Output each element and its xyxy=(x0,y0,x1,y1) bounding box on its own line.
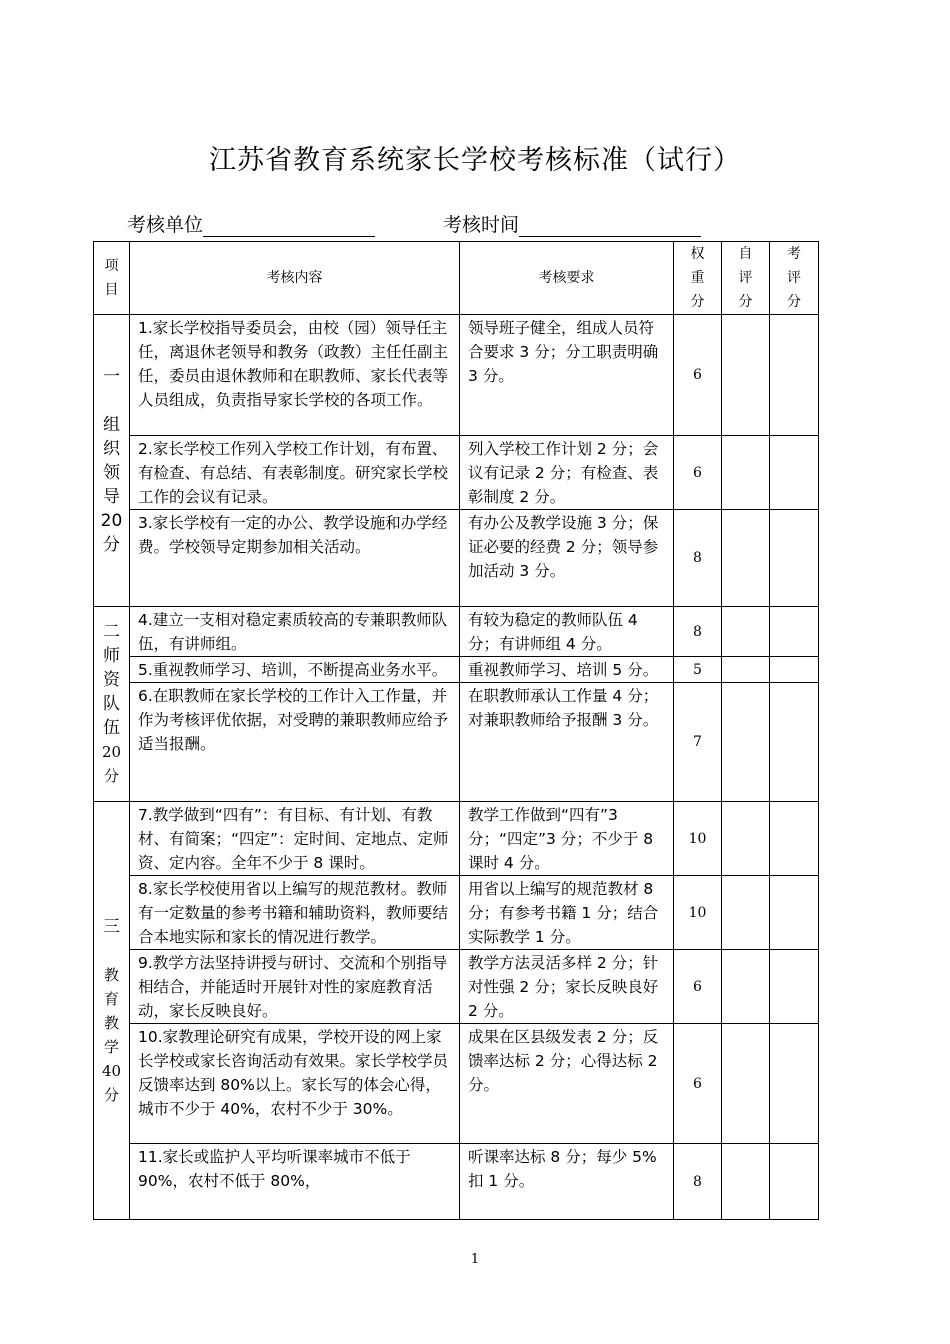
row-weight: 8 xyxy=(674,510,722,607)
table-row xyxy=(94,1024,819,1144)
header-eval-score: 考 评 分 xyxy=(770,242,819,315)
row-weight: 8 xyxy=(674,607,722,657)
header-weight: 权 重 分 xyxy=(674,242,722,315)
table-row xyxy=(94,950,819,1024)
eval-score-cell[interactable] xyxy=(770,802,819,876)
time-field xyxy=(443,210,701,237)
table-row xyxy=(94,657,819,683)
eval-score-cell[interactable] xyxy=(770,683,819,802)
eval-score-cell[interactable] xyxy=(770,876,819,950)
row-requirement: 领导班子健全，组成人员符合要求 3 分；分工职责明确 3 分。 xyxy=(460,315,674,436)
eval-score-cell[interactable] xyxy=(770,436,819,510)
row-weight: 10 xyxy=(674,802,722,876)
row-content: 4.建立一支相对稳定素质较高的专兼职教师队伍，有讲师组。 xyxy=(130,607,460,657)
table-row xyxy=(94,510,819,607)
row-content: 6.在职教师在家长学校的工作计入工作量，并作为考核评优依据，对受聘的兼职教师应给予适当报酬。 xyxy=(130,683,460,802)
header-row xyxy=(94,242,819,315)
assessment-table xyxy=(93,241,819,1220)
self-score-cell[interactable] xyxy=(722,1144,770,1220)
row-content: 2.家长学校工作列入学校工作计划，有布置、有检查、有总结、有表彰制度。研究家长学校工作的会议有记录。 xyxy=(130,436,460,510)
table-row xyxy=(94,683,819,802)
row-requirement: 成果在区县级发表 2 分；反馈率达标 2 分；心得达标 2 分。 xyxy=(460,1024,674,1144)
row-weight: 6 xyxy=(674,1024,722,1144)
eval-score-cell[interactable] xyxy=(770,1024,819,1144)
row-requirement: 有办公及教学设施 3 分；保证必要的经费 2 分；领导参加活动 3 分。 xyxy=(460,510,674,607)
self-score-cell[interactable] xyxy=(722,657,770,683)
time-blank[interactable] xyxy=(519,212,701,237)
unit-label: 考核单位 xyxy=(127,214,204,236)
row-requirement: 列入学校工作计划 2 分；会议有记录 2 分；有检查、表彰制度 2 分。 xyxy=(460,436,674,510)
row-requirement: 用省以上编写的规范教材 8 分；有参考书籍 1 分；结合实际教学 1 分。 xyxy=(460,876,674,950)
row-content: 5.重视教师学习、培训，不断提高业务水平。 xyxy=(130,657,460,683)
header-item: 项 目 xyxy=(94,242,130,315)
row-weight: 6 xyxy=(674,950,722,1024)
row-content: 9.教学方法坚持讲授与研讨、交流和个别指导相结合，并能适时开展针对性的家庭教育活动，家长反映良好。 xyxy=(130,950,460,1024)
row-content: 11.家长或监护人平均听课率城市不低于 90%，农村不低于 80%， xyxy=(130,1144,460,1220)
table-row xyxy=(94,1144,819,1220)
document-title: 江苏省教育系统家长学校考核标准（试行） xyxy=(209,145,741,176)
table-row xyxy=(94,876,819,950)
table-row xyxy=(94,436,819,510)
row-content: 3.家长学校有一定的办公、教学设施和办学经费。学校领导定期参加相关活动。 xyxy=(130,510,460,607)
row-requirement: 在职教师承认工作量 4 分；对兼职教师给予报酬 3 分。 xyxy=(460,683,674,802)
table-row xyxy=(94,802,819,876)
row-content: 1.家长学校指导委员会，由校（园）领导任主任，离退休老领导和教务（政教）主任任副主任，委员由退休教师和在职教师、家长代表等人员组成，负责指导家长学校的各项工作。 xyxy=(130,315,460,436)
section-2-label: 二 师 资 队 伍 20 分 xyxy=(94,607,130,802)
row-requirement: 重视教师学习、培训 5 分。 xyxy=(460,657,674,683)
table-row xyxy=(94,315,819,436)
row-weight: 6 xyxy=(674,315,722,436)
eval-score-cell[interactable] xyxy=(770,315,819,436)
row-requirement: 教学工作做到“四有”3 分；“四定”3 分；不少于 8 课时 4 分。 xyxy=(460,802,674,876)
row-requirement: 听课率达标 8 分；每少 5%扣 1 分。 xyxy=(460,1144,674,1220)
self-score-cell[interactable] xyxy=(722,510,770,607)
row-content: 10.家教理论研究有成果，学校开设的网上家长学校或家长咨询活动有效果。家长学校学员反馈率达到 80%以上。家长写的体会心得，城市不少于 40%，农村不少于 30%。 xyxy=(130,1024,460,1144)
self-score-cell[interactable] xyxy=(722,315,770,436)
eval-score-cell[interactable] xyxy=(770,1144,819,1220)
eval-score-cell[interactable] xyxy=(770,657,819,683)
unit-blank[interactable] xyxy=(203,212,375,237)
page-number: 1 xyxy=(470,1252,480,1267)
self-score-cell[interactable] xyxy=(722,607,770,657)
row-weight: 6 xyxy=(674,436,722,510)
self-score-cell[interactable] xyxy=(722,1024,770,1144)
header-requirement: 考核要求 xyxy=(460,242,674,315)
row-requirement: 教学方法灵活多样 2 分；针对性强 2 分；家长反映良好 2 分。 xyxy=(460,950,674,1024)
header-self-score: 自 评 分 xyxy=(722,242,770,315)
self-score-cell[interactable] xyxy=(722,876,770,950)
time-label: 考核时间 xyxy=(443,214,520,236)
section-1-label: 一 组 织 领 导 20 分 xyxy=(94,315,130,607)
row-weight: 5 xyxy=(674,657,722,683)
row-content: 7.教学做到“四有”：有目标、有计划、有教材、有简案；“四定”：定时间、定地点、定师资、定内容。全年不少于 8 课时。 xyxy=(130,802,460,876)
self-score-cell[interactable] xyxy=(722,683,770,802)
row-requirement: 有较为稳定的教师队伍 4 分；有讲师组 4 分。 xyxy=(460,607,674,657)
self-score-cell[interactable] xyxy=(722,436,770,510)
unit-field xyxy=(127,210,375,237)
self-score-cell[interactable] xyxy=(722,802,770,876)
row-weight: 7 xyxy=(674,683,722,802)
row-weight: 8 xyxy=(674,1144,722,1220)
table-row xyxy=(94,607,819,657)
section-3-label: 三 教 育 教 学 40 分 xyxy=(94,802,130,1220)
eval-score-cell[interactable] xyxy=(770,950,819,1024)
header-content: 考核内容 xyxy=(130,242,460,315)
row-weight: 10 xyxy=(674,876,722,950)
eval-score-cell[interactable] xyxy=(770,510,819,607)
eval-score-cell[interactable] xyxy=(770,607,819,657)
self-score-cell[interactable] xyxy=(722,950,770,1024)
row-content: 8.家长学校使用省以上编写的规范教材。教师有一定数量的参考书籍和辅助资料，教师要结合本地实际和家长的情况进行教学。 xyxy=(130,876,460,950)
